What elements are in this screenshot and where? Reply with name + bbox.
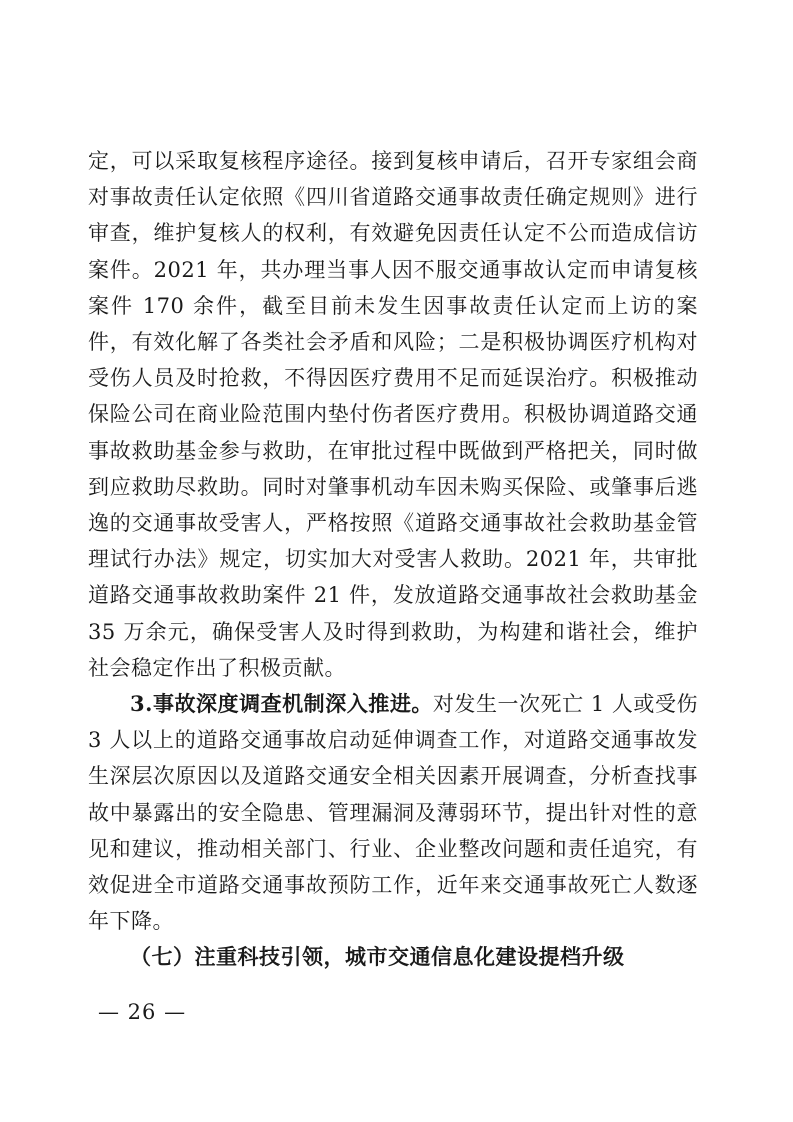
paragraph-body-text: 对发生一次死亡 1 人或受伤 3 人以上的道路交通事故启动延伸调查工作，对道路交通事故发生深层次原因以及道路交通安全相关因素开展调查，分析查找事故中暴露出的安全隐患、管理漏洞及薄弱环节，提出针对性的意见和建议，推动相关部门、行业、企业整改问题和责任追究，有效促进全市道路交通事故预防工作，近年来交通事故死亡人数逐年下降。 bbox=[88, 692, 698, 934]
paragraph-continuation: 定，可以采取复核程序途径。接到复核申请后，召开专家组会商对事故责任认定依照《四川省道路交通事故责任确定规则》进行审查，维护复核人的权利，有效避免因责任认定不公而造成信访案件。2021 年，共办理当事人因不服交通事故认定而申请复核案件 170 余件，截至目前未发生因事故责任认定而上访的案件，有效化解了各类社会矛盾和风险；二是积极协调医疗机构对受伤人员及时抢救，不得因医疗费用不足而延误治疗。积极推动保险公司在商业险范围内垫付伤者医疗费用。积极协调道路交通事故救助基金参与救助，在审批过程中既做到严格把关，同时做到应救助尽救助。同时对肇事机动车因未购买保险、或肇事后逃逸的交通事故受害人，严格按照《道路交通事故社会救助基金管理试行办法》规定，切实加大对受害人救助。2021 年，共审批道路交通事故救助案件 21 件，发放道路交通事故社会救助基金 35 万余元，确保受害人及时得到救助，为构建和谐社会，维护社会稳定作出了积极贡献。 bbox=[88, 149, 698, 680]
paragraph-accident-investigation bbox=[88, 686, 698, 939]
paragraph-lead-heading: 3.事故深度调查机制深入推进。 bbox=[130, 691, 433, 717]
section-heading: （七）注重科技引领，城市交通信息化建设提档升级 bbox=[130, 944, 625, 970]
page-number: — 26 — bbox=[98, 1000, 187, 1024]
document-body bbox=[88, 143, 698, 976]
